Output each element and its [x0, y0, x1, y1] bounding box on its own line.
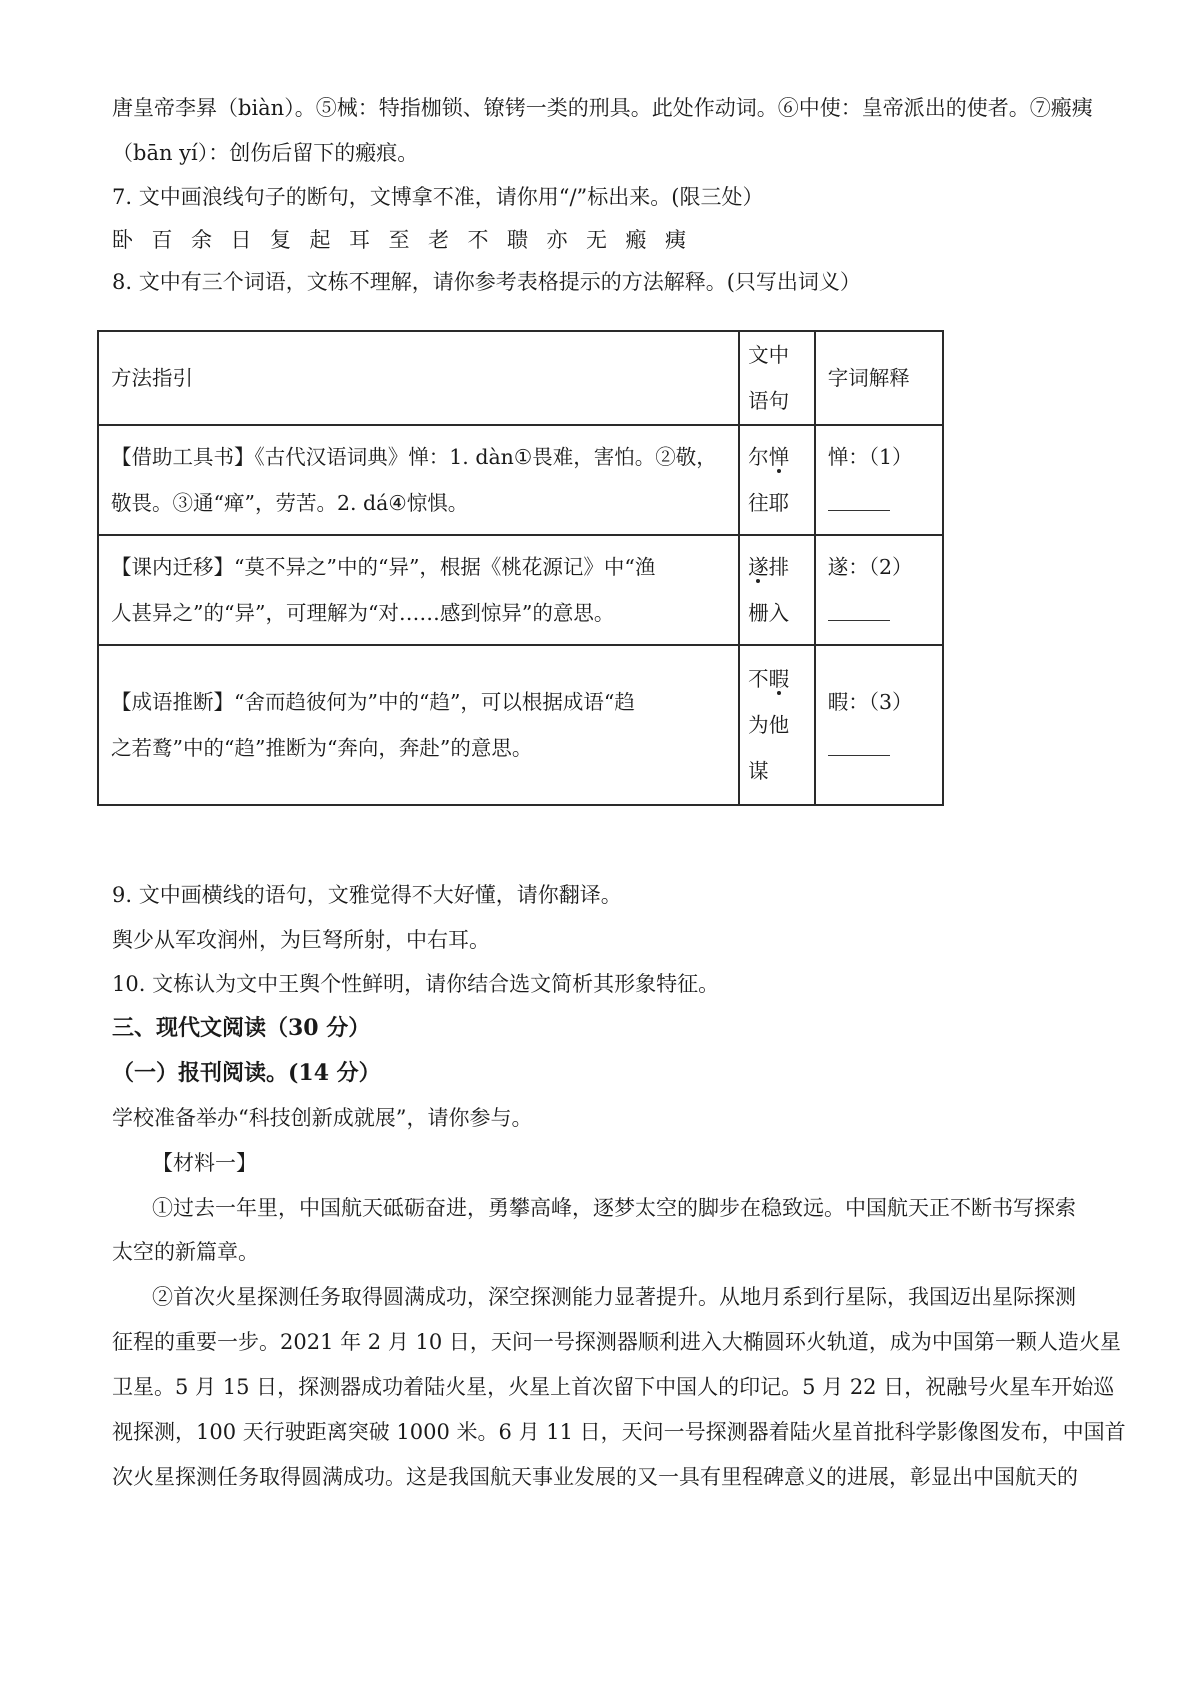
subsection-heading: （一）报刊阅读。(14 分）	[112, 1060, 381, 1086]
header-method: 方法指引	[98, 331, 739, 425]
material-paragraph-2-cont: 征程的重要一步。2021 年 2 月 10 日，天问一号探测器顺利进入大椭圆环火轨道，成为中国第一颗人造火星	[112, 1330, 1121, 1354]
emphasized-char: 惮	[768, 445, 790, 469]
table-row	[98, 535, 943, 645]
material-paragraph-1-cont: 太空的新篇章。	[112, 1240, 259, 1264]
emphasized-char: 暇	[768, 667, 790, 691]
material-paragraph-2-cont: 次火星探测任务取得圆满成功。这是我国航天事业发展的又一具有里程碑意义的进展，彰显出中国航天的	[112, 1465, 1078, 1489]
explain-cell: 遂：（2）	[815, 535, 943, 645]
material-paragraph-2-cont: 卫星。5 月 15 日，探测器成功着陆火星，火星上首次留下中国人的印记。5 月 22 日，祝融号火星车开始巡	[112, 1375, 1115, 1399]
method-cell: 【课内迁移】“莫不异之”中的“异”，根据《桃花源记》中“渔 人甚异之”的“异”，可理解为“对……感到惊异”的意思。	[98, 535, 739, 645]
header-sentence: 文中 语句	[739, 331, 815, 425]
task-intro: 学校准备举办“科技创新成就展”，请你参与。	[112, 1106, 533, 1130]
answer-blank[interactable]	[828, 590, 890, 621]
table-row	[98, 425, 943, 535]
material-paragraph-2: ②首次火星探测任务取得圆满成功，深空探测能力显著提升。从地月系到行星际，我国迈出星际探测	[152, 1285, 1076, 1309]
question-9: 9. 文中画横线的语句，文雅觉得不大好懂，请你翻译。	[112, 883, 622, 907]
emphasized-char: 遂	[748, 555, 769, 579]
method-table	[97, 330, 944, 806]
answer-blank[interactable]	[828, 725, 890, 756]
material-paragraph-1: ①过去一年里，中国航天砥砺奋进，勇攀高峰，逐梦太空的脚步在稳致远。中国航天正不断书写探索	[152, 1196, 1076, 1220]
question-8: 8. 文中有三个词语，文栋不理解，请你参考表格提示的方法解释。(只写出词义）	[112, 270, 861, 294]
explain-cell: 惮：（1）	[815, 425, 943, 535]
question-9-sentence: 舆少从军攻润州，为巨弩所射，中右耳。	[112, 928, 490, 952]
sentence-cell: 不暇 为他 谋	[739, 645, 815, 805]
sentence-cell: 尔惮 往耶	[739, 425, 815, 535]
table-header-row	[98, 331, 943, 425]
question-7-sentence: 卧百余日复起耳至老不聩亦无瘢痍	[112, 228, 705, 252]
answer-blank[interactable]	[828, 480, 890, 511]
annotation-line-1: 唐皇帝李昪（biàn）。⑤械：特指枷锁、镣铐一类的刑具。此处作动词。⑥中使：皇帝派出的使者。⑦瘢痍	[112, 96, 1093, 120]
section-heading: 三、现代文阅读（30 分）	[112, 1015, 371, 1041]
header-explain: 字词解释	[815, 331, 943, 425]
table-row	[98, 645, 943, 805]
material-label: 【材料一】	[152, 1151, 257, 1175]
explain-cell: 暇：（3）	[815, 645, 943, 805]
sentence-cell: 遂排 栅入	[739, 535, 815, 645]
method-cell: 【成语推断】“舍而趋彼何为”中的“趋”，可以根据成语“趋 之若鹜”中的“趋”推断为“奔向，奔赴”的意思。	[98, 645, 739, 805]
method-cell: 【借助工具书】《古代汉语词典》惮：1. dàn①畏难，害怕。②敬， 敬畏。③通“瘅”，劳苦。2. dá④惊惧。	[98, 425, 739, 535]
annotation-line-2: （bān yí）：创伤后留下的瘢痕。	[112, 141, 419, 165]
question-7: 7. 文中画浪线句子的断句，文博拿不准，请你用“/”标出来。(限三处）	[112, 185, 764, 209]
question-10: 10. 文栋认为文中王舆个性鲜明，请你结合选文简析其形象特征。	[112, 972, 720, 996]
material-paragraph-2-cont: 视探测，100 天行驶距离突破 1000 米。6 月 11 日，天问一号探测器着陆火星首批科学影像图发布，中国首	[112, 1420, 1126, 1444]
